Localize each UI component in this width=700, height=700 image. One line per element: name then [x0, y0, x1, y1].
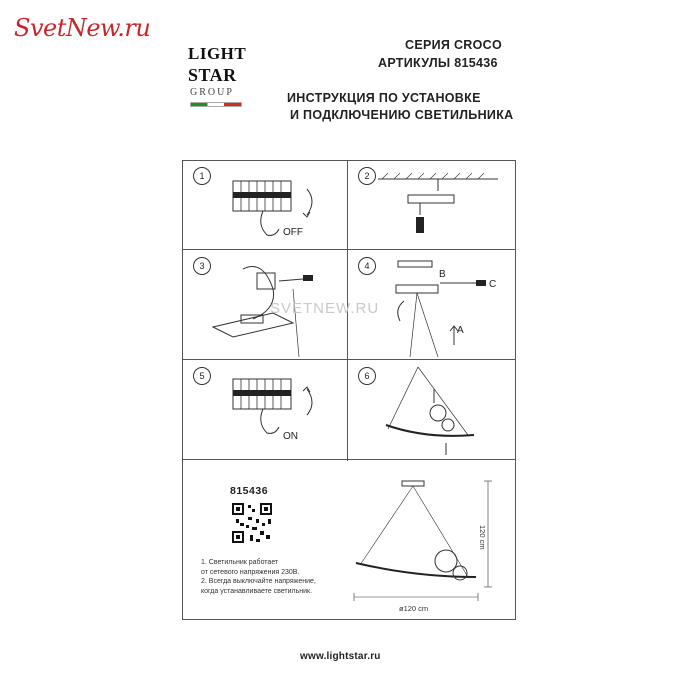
- note-line: 2. Всегда выключайте напряжение,: [201, 578, 316, 585]
- italian-flag-stripe: [190, 102, 242, 107]
- note-line: от сетевого напряжения 230В.: [201, 568, 300, 576]
- step-4-label-b: B: [439, 269, 446, 280]
- step-1-number: 1: [193, 167, 211, 185]
- center-watermark: SVETNEW.RU: [270, 300, 380, 317]
- grid-row-divider: [183, 459, 515, 460]
- logo-line1: LIGHT: [188, 44, 247, 63]
- lightstar-logo: [188, 44, 248, 110]
- step-2-number: 2: [358, 167, 376, 185]
- step-6-number: 6: [358, 367, 376, 385]
- note-line: 1. Светильник работает: [201, 559, 279, 566]
- step-4-label-c: C: [489, 279, 497, 290]
- step-6-shade-illustration: [348, 359, 516, 459]
- footer-url[interactable]: www.lightstar.ru: [300, 651, 381, 662]
- step-1-off-label: OFF: [283, 227, 303, 238]
- watermark-text: SvetNew.ru: [14, 14, 151, 42]
- series-title: СЕРИЯ CROCO: [405, 38, 502, 52]
- site-watermark: [14, 14, 150, 42]
- instruction-title-line2: И ПОДКЛЮЧЕНИЮ СВЕТИЛЬНИКА: [290, 108, 514, 122]
- instruction-title-line1: ИНСТРУКЦИЯ ПО УСТАНОВКЕ: [287, 91, 481, 105]
- step-2-bracket-illustration: [348, 161, 516, 249]
- product-code: 815436: [230, 485, 269, 497]
- width-dimension: ø120 cm: [399, 604, 429, 613]
- step-5-number: 5: [193, 367, 211, 385]
- step-3-number: 3: [193, 257, 211, 275]
- logo-line3: GROUP: [190, 87, 234, 98]
- step-5-breaker-illustration: [183, 359, 347, 459]
- instruction-grid: [182, 160, 516, 620]
- qr-code: [230, 501, 274, 545]
- note-line: когда устанавливаете светильник.: [201, 587, 313, 595]
- article-number: АРТИКУЛЫ 815436: [378, 56, 498, 70]
- height-dimension: 120 cm: [478, 525, 487, 550]
- logo-line2: STAR: [188, 65, 237, 85]
- step-4-number: 4: [358, 257, 376, 275]
- step-1-breaker-illustration: [183, 161, 347, 249]
- product-diagram: [348, 477, 516, 617]
- product-notes: [201, 558, 351, 596]
- step-4-label-a: A: [457, 325, 464, 336]
- step-5-on-label: ON: [283, 431, 298, 442]
